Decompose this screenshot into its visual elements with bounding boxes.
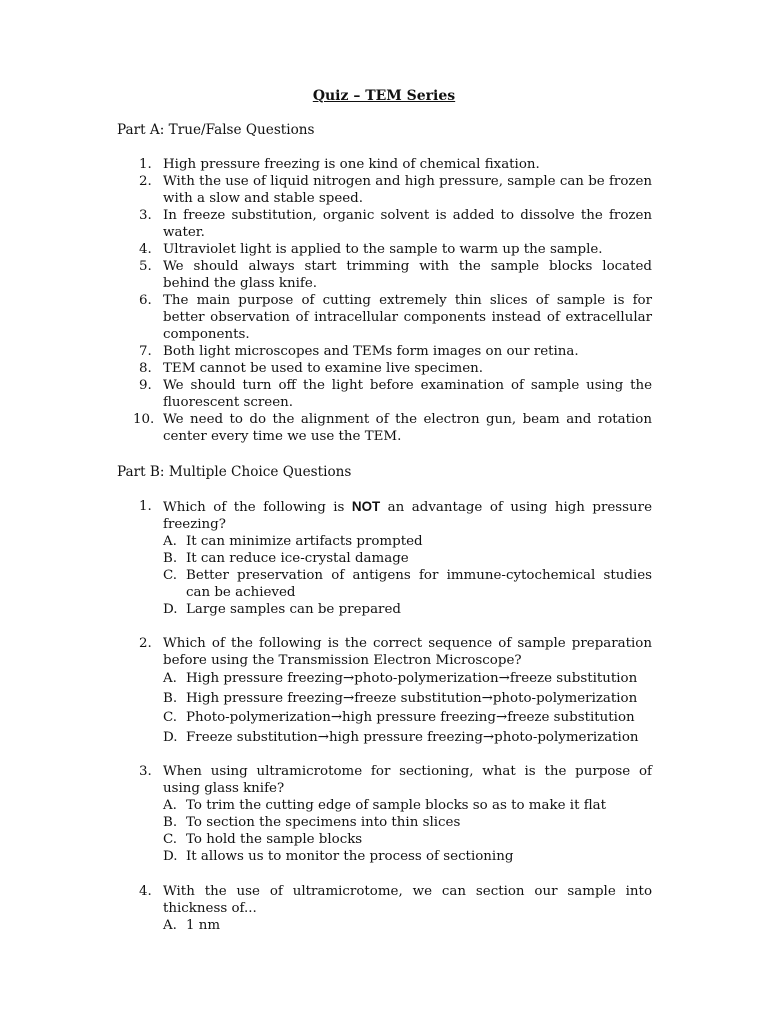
question-text: Which of the following is the correct sequence of sample preparation before using the Transmission Electron Microscope? bbox=[163, 636, 652, 668]
item-number: 3. bbox=[139, 208, 152, 223]
option-d bbox=[163, 728, 652, 748]
option-text: High pressure freezing→photo-polymerization→freeze substitution bbox=[186, 671, 638, 686]
option-letter: B. bbox=[163, 551, 178, 566]
options-list bbox=[163, 797, 652, 865]
options-list bbox=[163, 917, 652, 934]
options-list bbox=[163, 669, 652, 747]
item-number: 10. bbox=[133, 412, 155, 427]
options-list bbox=[163, 533, 652, 618]
option-text: To hold the sample blocks bbox=[186, 832, 363, 847]
true-false-list bbox=[117, 156, 652, 445]
option-letter: A. bbox=[163, 918, 177, 933]
list-item bbox=[117, 258, 652, 292]
option-text: High pressure freezing→freeze substitution→photo-polymerization bbox=[186, 690, 638, 706]
item-number: 4. bbox=[139, 242, 152, 257]
option-text: It can reduce ice-crystal damage bbox=[186, 551, 409, 566]
option-text: It can minimize artifacts prompted bbox=[186, 534, 423, 549]
question-1 bbox=[117, 498, 652, 618]
option-text: Freeze substitution→high pressure freezing→photo-polymerization bbox=[186, 729, 639, 745]
option-d bbox=[163, 601, 652, 618]
list-item bbox=[117, 156, 652, 173]
option-a bbox=[163, 533, 652, 550]
question-text bbox=[163, 498, 652, 533]
part-b-heading: Part B: Multiple Choice Questions bbox=[117, 464, 352, 480]
item-number: 1. bbox=[139, 157, 152, 172]
option-letter: B. bbox=[163, 690, 178, 706]
option-letter: B. bbox=[163, 815, 178, 830]
question-number: 3. bbox=[139, 764, 152, 779]
option-c bbox=[163, 567, 652, 601]
question-2 bbox=[117, 635, 652, 747]
item-text: Both light microscopes and TEMs form images on our retina. bbox=[163, 344, 579, 359]
list-item bbox=[117, 377, 652, 411]
option-b bbox=[163, 550, 652, 567]
option-letter: D. bbox=[163, 849, 178, 864]
option-letter: A. bbox=[163, 534, 177, 549]
item-text: We need to do the alignment of the electron gun, beam and rotation center every time we use the TEM. bbox=[163, 412, 652, 444]
option-text: Better preservation of antigens for immune-cytochemical studies can be achieved bbox=[186, 568, 652, 600]
question-3 bbox=[117, 763, 652, 865]
item-text: We should always start trimming with the sample blocks located behind the glass knife. bbox=[163, 259, 652, 291]
item-number: 8. bbox=[139, 361, 152, 376]
item-text: High pressure freezing is one kind of chemical fixation. bbox=[163, 157, 540, 172]
option-a bbox=[163, 917, 652, 934]
part-a-heading: Part A: True/False Questions bbox=[117, 122, 315, 138]
option-a bbox=[163, 797, 652, 814]
option-letter: C. bbox=[163, 710, 178, 725]
list-item bbox=[117, 411, 652, 445]
option-b bbox=[163, 689, 652, 709]
option-text: 1 nm bbox=[186, 918, 221, 933]
option-letter: C. bbox=[163, 568, 178, 583]
item-number: 5. bbox=[139, 259, 152, 274]
question-number: 1. bbox=[139, 499, 152, 514]
item-number: 7. bbox=[139, 344, 152, 359]
question-text: When using ultramicrotome for sectioning, what is the purpose of using glass knife? bbox=[163, 764, 652, 796]
list-item bbox=[117, 207, 652, 241]
option-text: Large samples can be prepared bbox=[186, 602, 401, 617]
question-stem bbox=[117, 498, 652, 533]
option-letter: D. bbox=[163, 602, 178, 617]
option-text: Photo-polymerization→high pressure freezing→freeze substitution bbox=[186, 710, 635, 725]
item-text: We should turn off the light before examination of sample using the fluorescent screen. bbox=[163, 378, 652, 410]
question-text-end: an advantage of using high pressure freezing? bbox=[163, 500, 652, 532]
option-c bbox=[163, 831, 652, 848]
option-d bbox=[163, 848, 652, 865]
list-item bbox=[117, 241, 652, 258]
question-stem bbox=[117, 635, 652, 669]
option-c bbox=[163, 708, 652, 728]
list-item bbox=[117, 343, 652, 360]
option-text: To trim the cutting edge of sample blocks so as to make it flat bbox=[186, 798, 606, 813]
option-letter: D. bbox=[163, 729, 178, 745]
option-letter: C. bbox=[163, 832, 178, 847]
question-number: 2. bbox=[139, 636, 152, 651]
list-item bbox=[117, 173, 652, 207]
question-number: 4. bbox=[139, 884, 152, 899]
question-text-start: Which of the following is bbox=[163, 500, 352, 515]
question-stem bbox=[117, 763, 652, 797]
option-letter: A. bbox=[163, 798, 177, 813]
item-number: 6. bbox=[139, 293, 152, 308]
page-title: Quiz – TEM Series bbox=[312, 88, 456, 104]
item-text: TEM cannot be used to examine live specimen. bbox=[163, 361, 484, 376]
question-4 bbox=[117, 883, 652, 934]
item-text: In freeze substitution, organic solvent is added to dissolve the frozen water. bbox=[163, 208, 652, 240]
option-text: It allows us to monitor the process of sectioning bbox=[186, 849, 514, 864]
option-text: To section the specimens into thin slices bbox=[186, 815, 461, 830]
option-b bbox=[163, 814, 652, 831]
option-letter: A. bbox=[163, 671, 177, 686]
question-text: With the use of ultramicrotome, we can section our sample into thickness of... bbox=[163, 884, 652, 916]
emphasis-not: NOT bbox=[351, 499, 381, 514]
question-stem bbox=[117, 883, 652, 917]
item-number: 9. bbox=[139, 378, 152, 393]
option-a bbox=[163, 669, 652, 689]
list-item bbox=[117, 292, 652, 343]
item-text: Ultraviolet light is applied to the sample to warm up the sample. bbox=[163, 242, 603, 257]
item-text: With the use of liquid nitrogen and high pressure, sample can be frozen with a slow and stable speed. bbox=[163, 174, 652, 206]
list-item bbox=[117, 360, 652, 377]
item-text: The main purpose of cutting extremely thin slices of sample is for better observation of intracellular components instead of extracellular components. bbox=[163, 293, 652, 342]
item-number: 2. bbox=[139, 174, 152, 189]
